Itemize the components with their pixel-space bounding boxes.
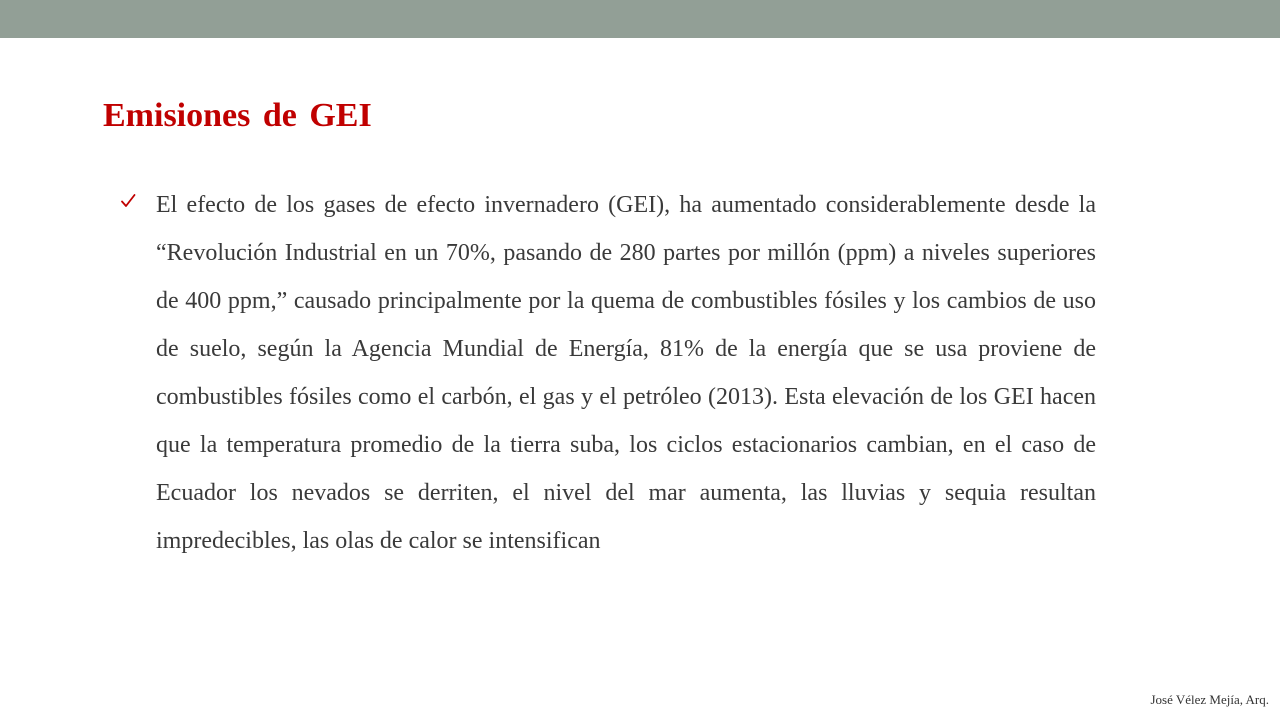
footer-author: José Vélez Mejía, Arq. (1150, 692, 1269, 707)
top-band (0, 0, 1280, 38)
slide-title: Emisiones de GEI (103, 97, 372, 134)
bullet-item (120, 181, 1096, 565)
bullet-text: El efecto de los gases de efecto invernadero (GEI), ha aumentado considerablemente desde la “Revolución Industrial en un 70%, pasando de 280 partes por millón (ppm) a niveles superiores de 400 ppm,” causado principalmente por la quema de combustibles fósiles y los cambios de uso de suelo, según la Agencia Mundial de Energía, 81% de la energía que se usa proviene de combustibles fósiles como el carbón, el gas y el petróleo (2013). Esta elevación de los GEI hacen que la temperatura promedio de la tierra suba, los ciclos estacionarios cambian, en el caso de Ecuador los nevados se derriten, el nivel del mar aumenta, las lluvias y sequia resultan impredecibles, las olas de calor se intensifican (156, 192, 1096, 554)
checkmark-icon (120, 193, 136, 209)
